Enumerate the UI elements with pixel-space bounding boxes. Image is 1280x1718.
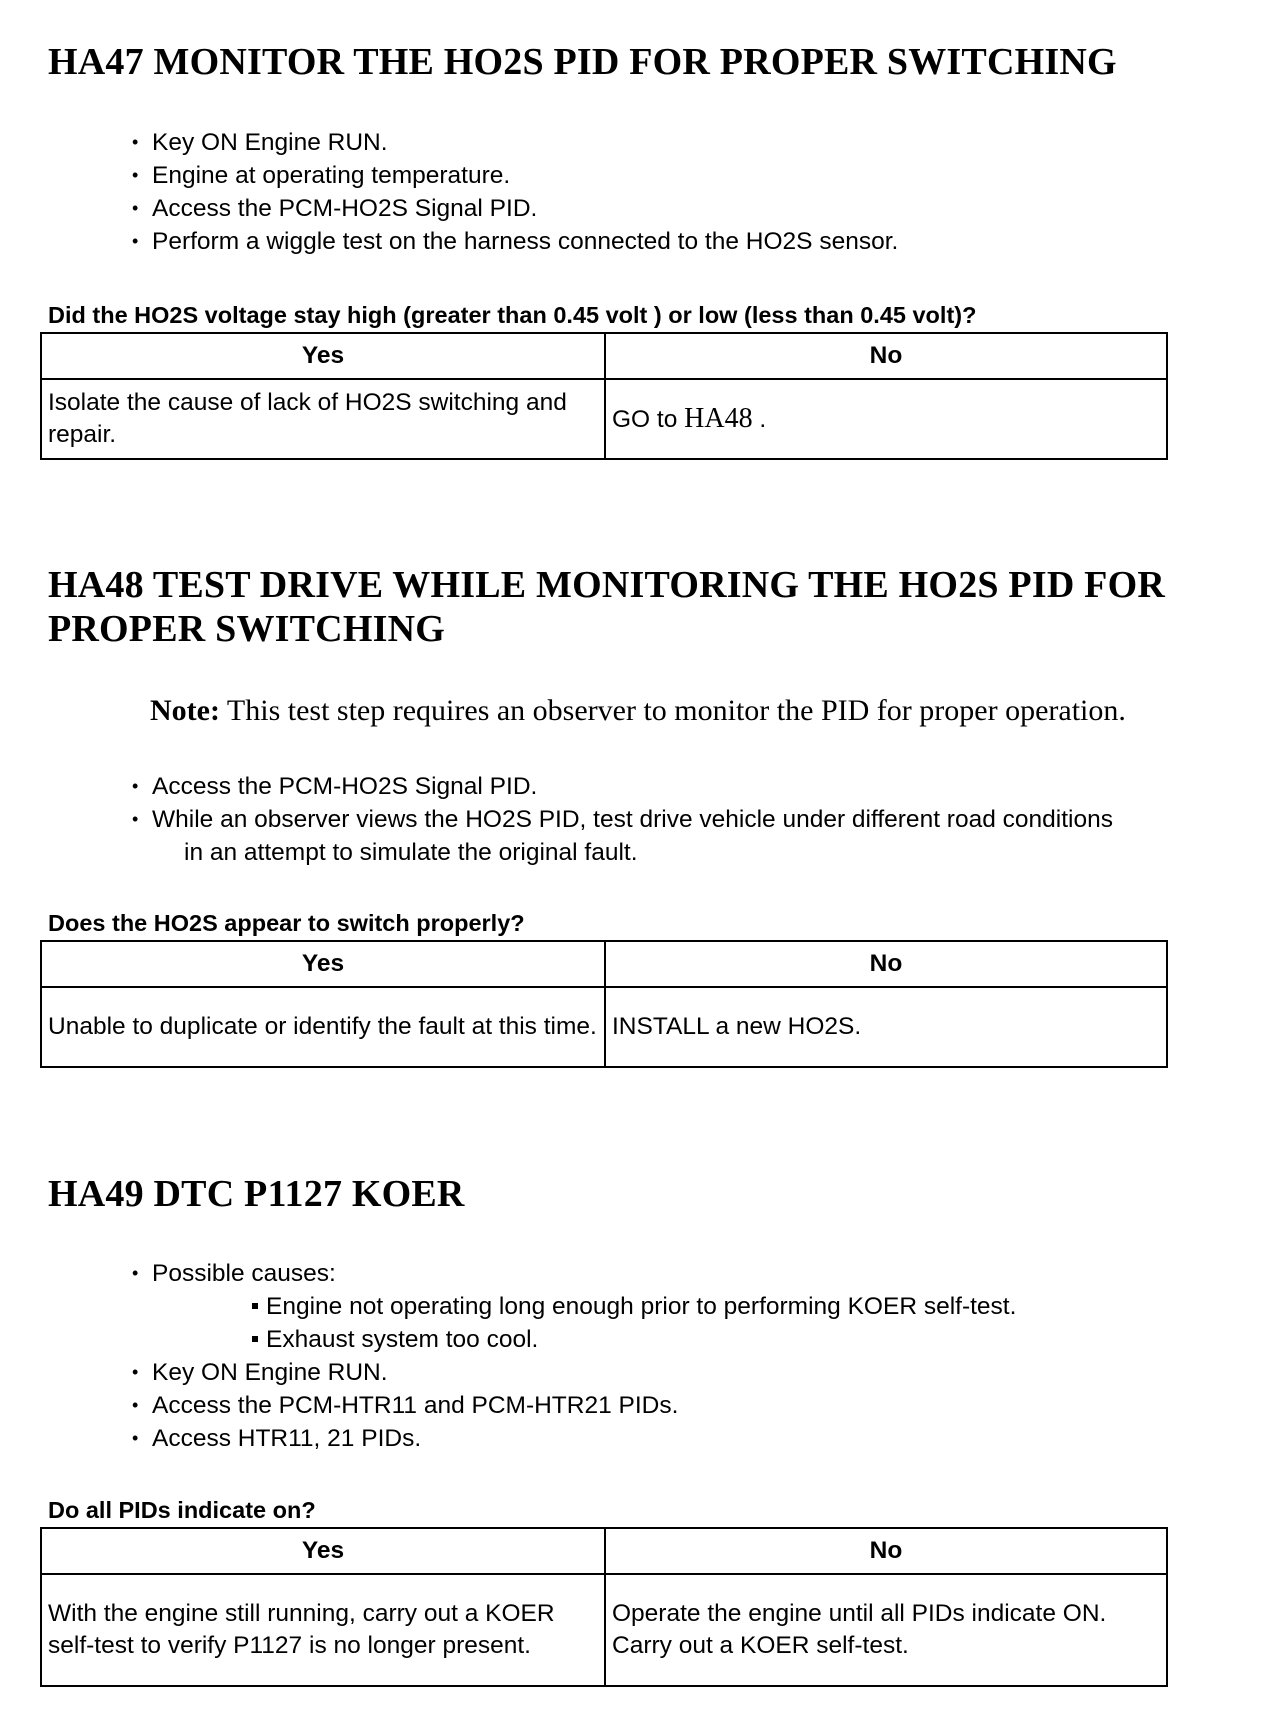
ha48-steps [132,770,1113,869]
list-item: Exhaust system too cool. [252,1323,1016,1356]
yes-header: Yes [41,1528,605,1574]
ha48-question: Does the HO2S appear to switch properly? [48,910,525,936]
ha49-steps [132,1257,1016,1455]
yes-cell: Unable to duplicate or identify the fault at this time. [41,987,605,1067]
no-cell: INSTALL a new HO2S. [605,987,1167,1067]
bullet-icon: • [132,1263,139,1283]
square-bullet-icon [252,1303,258,1309]
possible-causes-list [152,1290,1016,1356]
list-item: • Access the PCM-HO2S Signal PID. [132,192,898,225]
list-item: Engine not operating long enough prior to performing KOER self-test. [252,1290,1016,1323]
no-cell: GO to HA48 . [605,379,1167,459]
bullet-icon: • [132,165,139,185]
yes-cell: Isolate the cause of lack of HO2S switching and repair. [41,379,605,459]
no-cell: Operate the engine until all PIDs indicate ON. Carry out a KOER self-test. [605,1574,1167,1686]
ha47-heading: HA47 MONITOR THE HO2S PID FOR PROPER SWITCHING [48,41,1117,83]
bullet-icon: • [132,776,139,796]
list-item: • Access HTR11, 21 PIDs. [132,1422,1016,1455]
list-item: • Perform a wiggle test on the harness connected to the HO2S sensor. [132,225,898,258]
list-item: • Key ON Engine RUN. [132,1356,1016,1389]
list-item: • Access the PCM-HO2S Signal PID. [132,770,1113,803]
yes-cell: With the engine still running, carry out a KOER self-test to verify P1127 is no longer present. [41,1574,605,1686]
note-label: Note: [150,694,220,727]
bullet-icon: • [132,231,139,251]
ha47-question: Did the HO2S voltage stay high (greater than 0.45 volt ) or low (less than 0.45 volt)? [48,302,977,328]
no-header: No [605,1528,1167,1574]
ha48-heading: HA48 TEST DRIVE WHILE MONITORING THE HO2S PID FOR PROPER SWITCHING [48,564,1165,650]
yes-header: Yes [41,333,605,379]
bullet-icon: • [132,132,139,152]
ha49-question: Do all PIDs indicate on? [48,1497,316,1523]
bullet-icon: • [132,1428,139,1448]
ha48-answer-table [40,940,1168,1068]
bullet-icon: • [132,198,139,218]
bullet-icon: • [132,1362,139,1382]
ha49-answer-table [40,1527,1168,1687]
go-to-ha48-link[interactable]: HA48 [684,402,753,434]
ha48-note: Note: This test step requires an observer to monitor the PID for proper operation. [150,694,1126,727]
list-item: • While an observer views the HO2S PID, test drive vehicle under different road conditions in an attempt to simulate the original fault. [132,803,1113,869]
square-bullet-icon [252,1336,258,1342]
list-item: • Engine at operating temperature. [132,159,898,192]
no-header: No [605,941,1167,987]
ha47-answer-table [40,332,1168,460]
list-item: • Possible causes: Engine not operating long enough prior to performing KOER self-test. Exhaust system too cool. [132,1257,1016,1356]
list-item: • Key ON Engine RUN. [132,126,898,159]
ha47-steps [132,126,898,258]
no-header: No [605,333,1167,379]
yes-header: Yes [41,941,605,987]
bullet-icon: • [132,1395,139,1415]
ha49-heading: HA49 DTC P1127 KOER [48,1173,465,1215]
list-item: • Access the PCM-HTR11 and PCM-HTR21 PIDs. [132,1389,1016,1422]
bullet-icon: • [132,809,139,829]
